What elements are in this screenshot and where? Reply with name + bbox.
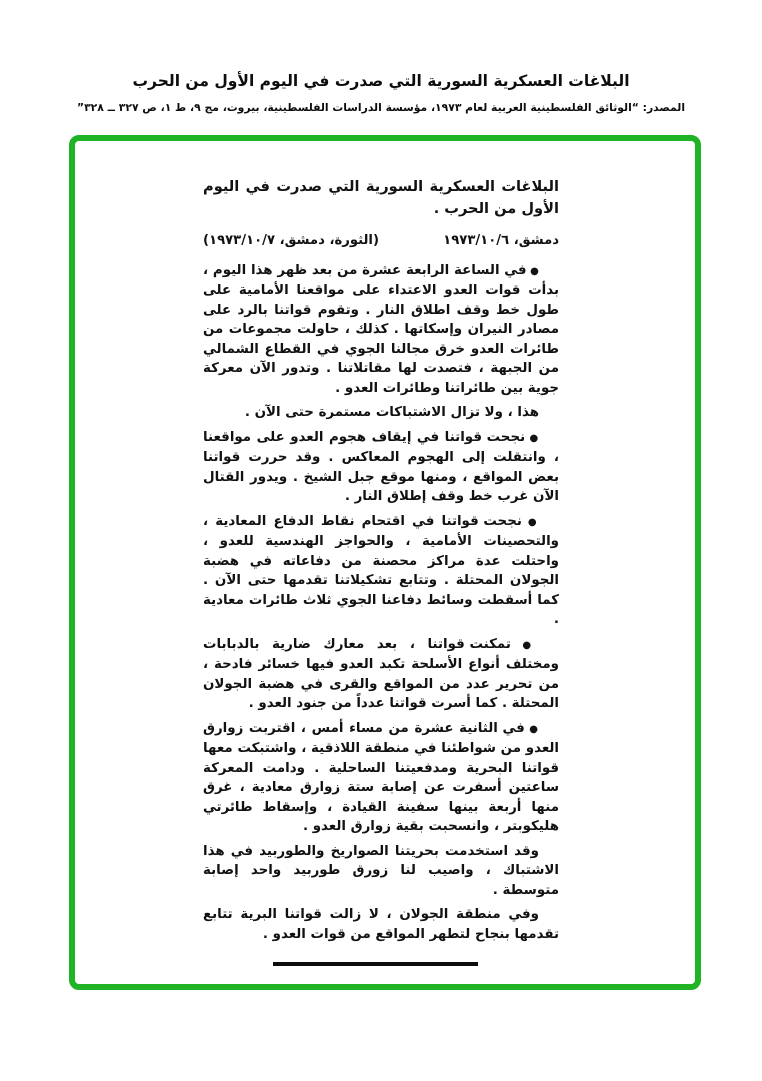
- bullet-icon: ●: [524, 723, 539, 735]
- paragraph: وقد استخدمت بحريتنا الصواريخ والطوربيد في هذا الاشتباك ، واصيب لنا زورق طوربيد واحد إصابة متوسطة .: [203, 843, 559, 898]
- bullet-icon: ●: [526, 265, 539, 277]
- paragraph: هذا ، ولا تزال الاشتباكات مستمرة حتى الآن .: [244, 405, 539, 420]
- document-page: [203, 176, 559, 966]
- page-title: البلاغات العسكرية السورية التي صدرت في اليوم الأول من الحرب: [132, 72, 630, 90]
- bullet-icon: ●: [525, 432, 539, 444]
- dateline: [203, 231, 559, 251]
- bottom-rule: [273, 962, 478, 966]
- paragraph: ● نجحت قواتنا في إيقاف هجوم العدو على مواقعنا ، وانتقلت إلى الهجوم المعاكس . وقد حررت قواتنا بعض المواقع ، ومنها موقع جبل الشيخ . ويدور القتال الآن غرب خط وقف إطلاق النار .: [203, 429, 559, 504]
- document-paragraphs: [203, 261, 559, 945]
- document-heading: البلاغات العسكرية السورية التي صدرت في اليوم الأول من الحرب .: [203, 178, 559, 217]
- paragraph: ● تمكنت قواتنا ، بعد معارك ضارية بالدبابات ومختلف أنواع الأسلحة تكبد العدو فيها خسائر فادحة ، من تحرير عدد من المواقع والقرى في هضبة الجولان المحتلة . كما أسرت قواتنا عدداً من جنود العدو .: [203, 636, 559, 711]
- source-line: المصدر: “الوثائق الفلسطينية العربية لعام ١٩٧٣، مؤسسة الدراسات الفلسطينية، بيروت، مج ٩، ط ١، ص ٣٢٧ ــ ٣٢٨”: [76, 101, 686, 114]
- bullet-icon: ●: [521, 516, 539, 528]
- paragraph: ● في الثانية عشرة من مساء أمس ، اقتربت زوارق العدو من شواطئنا في منطقة اللاذقية ، واشتبكت معها قواتنا البحرية ومدفعيتنا الساحلية . ودامت المعركة ساعتين أسفرت عن إصابة ستة زوارق معادية ، غرق منها أربعة بينها سفينة القيادة ، وإسقاط طائرتي هليكوبتر ، وانسحبت بقية زوارق العدو .: [203, 720, 559, 834]
- bullet-icon: ●: [510, 639, 539, 651]
- paragraph: ● نجحت قواتنا في اقتحام نقاط الدفاع المعادية ، والتحصينات الأمامية ، والحواجز الهندسية للعدو ، واحتلت عدة مراكز محصنة من دفاعاته في هضبة الجولان المحتلة . وتتابع تشكيلاتنا تقدمها حتى الآن . كما أسقطت وسائط دفاعنا الجوي ثلاث طائرات معادية .: [203, 513, 559, 627]
- paragraph: ● في الساعة الرابعة عشرة من بعد ظهر هذا اليوم ، بدأت قوات العدو الاعتداء على مواقعنا الأمامية على طول خط وقف اطلاق النار . وتقوم قواتنا بالرد على مصادر النيران وإسكاتها . كذلك ، حاولت مجموعات من طائرات العدو خرق مجالنا الجوي في القطاع الشمالي من الجبهة ، فتصدت لها مقاتلاتنا . وتدور الآن معركة جوية بين طائراتنا وطائرات العدو .: [203, 262, 559, 396]
- paragraph: وفي منطقة الجولان ، لا زالت قواتنا البرية تتابع تقدمها بنجاح لتطهر المواقع من قوات العدو .: [203, 907, 559, 942]
- dateline-publication: (الثورة، دمشق، ١٩٧٣/١٠/٧): [203, 233, 379, 248]
- dateline-location-date: دمشق، ١٩٧٣/١٠/٦: [443, 233, 559, 248]
